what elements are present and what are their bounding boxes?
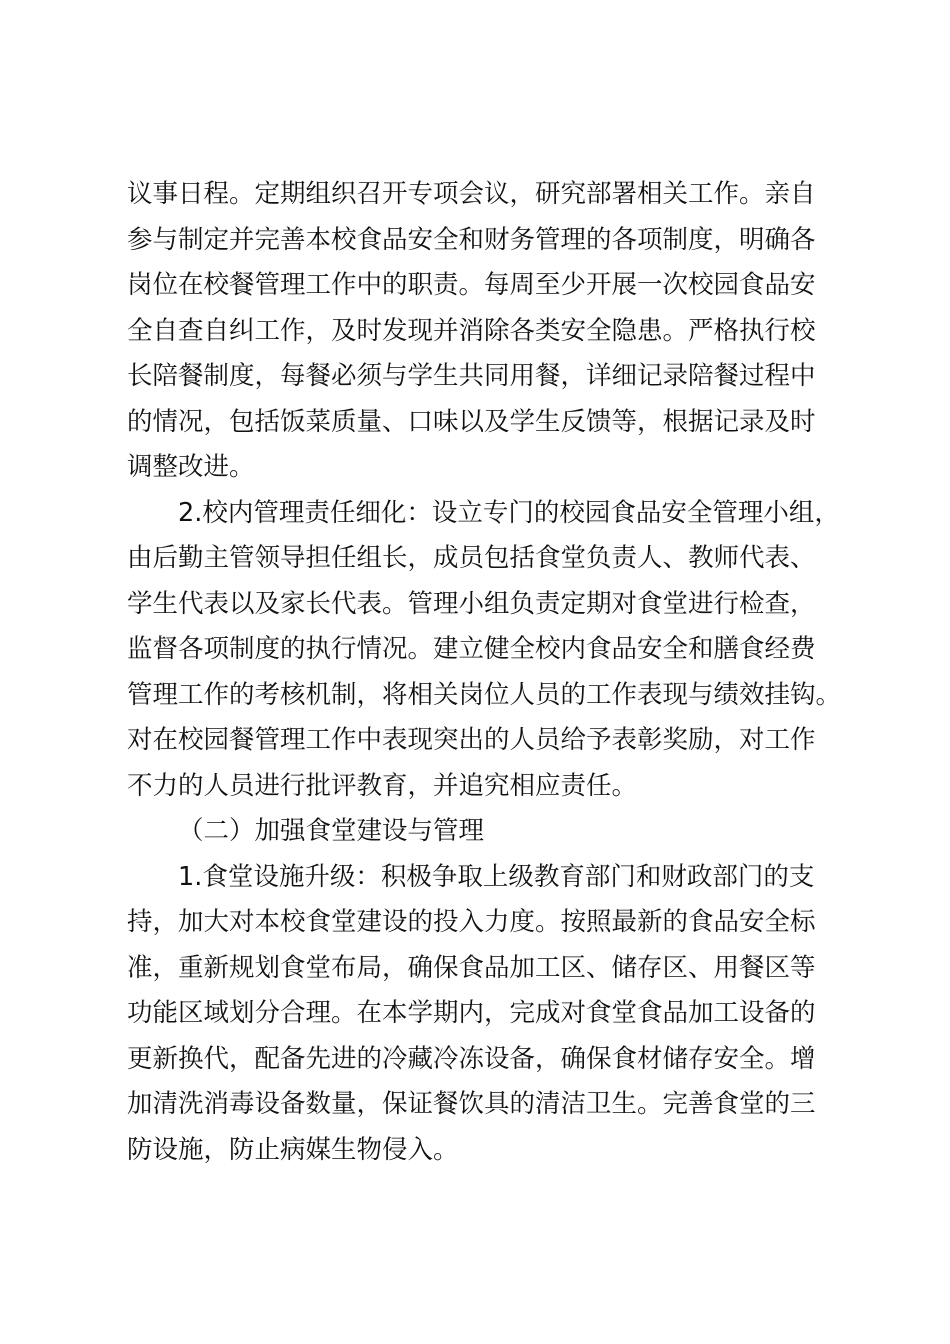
body-text [127, 172, 842, 1173]
text-line: 全自查自纠工作，及时发现并消除各类安全隐患。严格执行校 [127, 315, 816, 346]
text-line: 2.校内管理责任细化：设立专门的校园食品安全管理小组， [178, 497, 840, 528]
text-line: 对在校园餐管理工作中表现突出的人员给予表彰奖励，对工作 [127, 725, 816, 755]
text-line: 更新换代，配备先进的冷藏冷冻设备，确保食材储存安全。增 [127, 1043, 816, 1074]
text-line: 管理工作的考核机制，将相关岗位人员的工作表现与绩效挂钩。 [127, 679, 842, 710]
text-line: 调整改进。 [127, 452, 255, 482]
text-line: 防设施，防止病媒生物侵入。 [127, 1134, 459, 1165]
text-line: 岗位在校餐管理工作中的职责。每周至少开展一次校园食品安 [127, 270, 816, 300]
text-line: 不力的人员进行批评教育，并追究相应责任。 [127, 770, 638, 801]
text-line: 功能区域划分合理。在本学期内，完成对食堂食品加工设备的 [127, 998, 816, 1028]
text-line: 议事日程。定期组织召开专项会议，研究部署相关工作。亲自 [127, 179, 816, 209]
text-line: 监督各项制度的执行情况。建立健全校内食品安全和膳食经费 [127, 634, 816, 664]
text-line: 持，加大对本校食堂建设的投入力度。按照最新的食品安全标 [127, 907, 816, 937]
text-line: 长陪餐制度，每餐必须与学生共同用餐，详细记录陪餐过程中 [127, 361, 816, 391]
text-line: 由后勤主管领导担任组长，成员包括食堂负责人、教师代表、 [127, 543, 816, 573]
text-line: 1.食堂设施升级：积极争取上级教育部门和财政部门的支 [178, 861, 815, 892]
text-line: 学生代表以及家长代表。管理小组负责定期对食堂进行检查， [127, 588, 816, 619]
text-line: 的情况，包括饭菜质量、口味以及学生反馈等，根据记录及时 [127, 406, 816, 437]
text-line: 参与制定并完善本校食品安全和财务管理的各项制度，明确各 [127, 224, 816, 255]
text-line: 准，重新规划食堂布局，确保食品加工区、储存区、用餐区等 [127, 952, 816, 983]
text-line: 加清洗消毒设备数量，保证餐饮具的清洁卫生。完善食堂的三 [127, 1089, 816, 1119]
text-line: （二）加强食堂建设与管理 [178, 816, 485, 846]
